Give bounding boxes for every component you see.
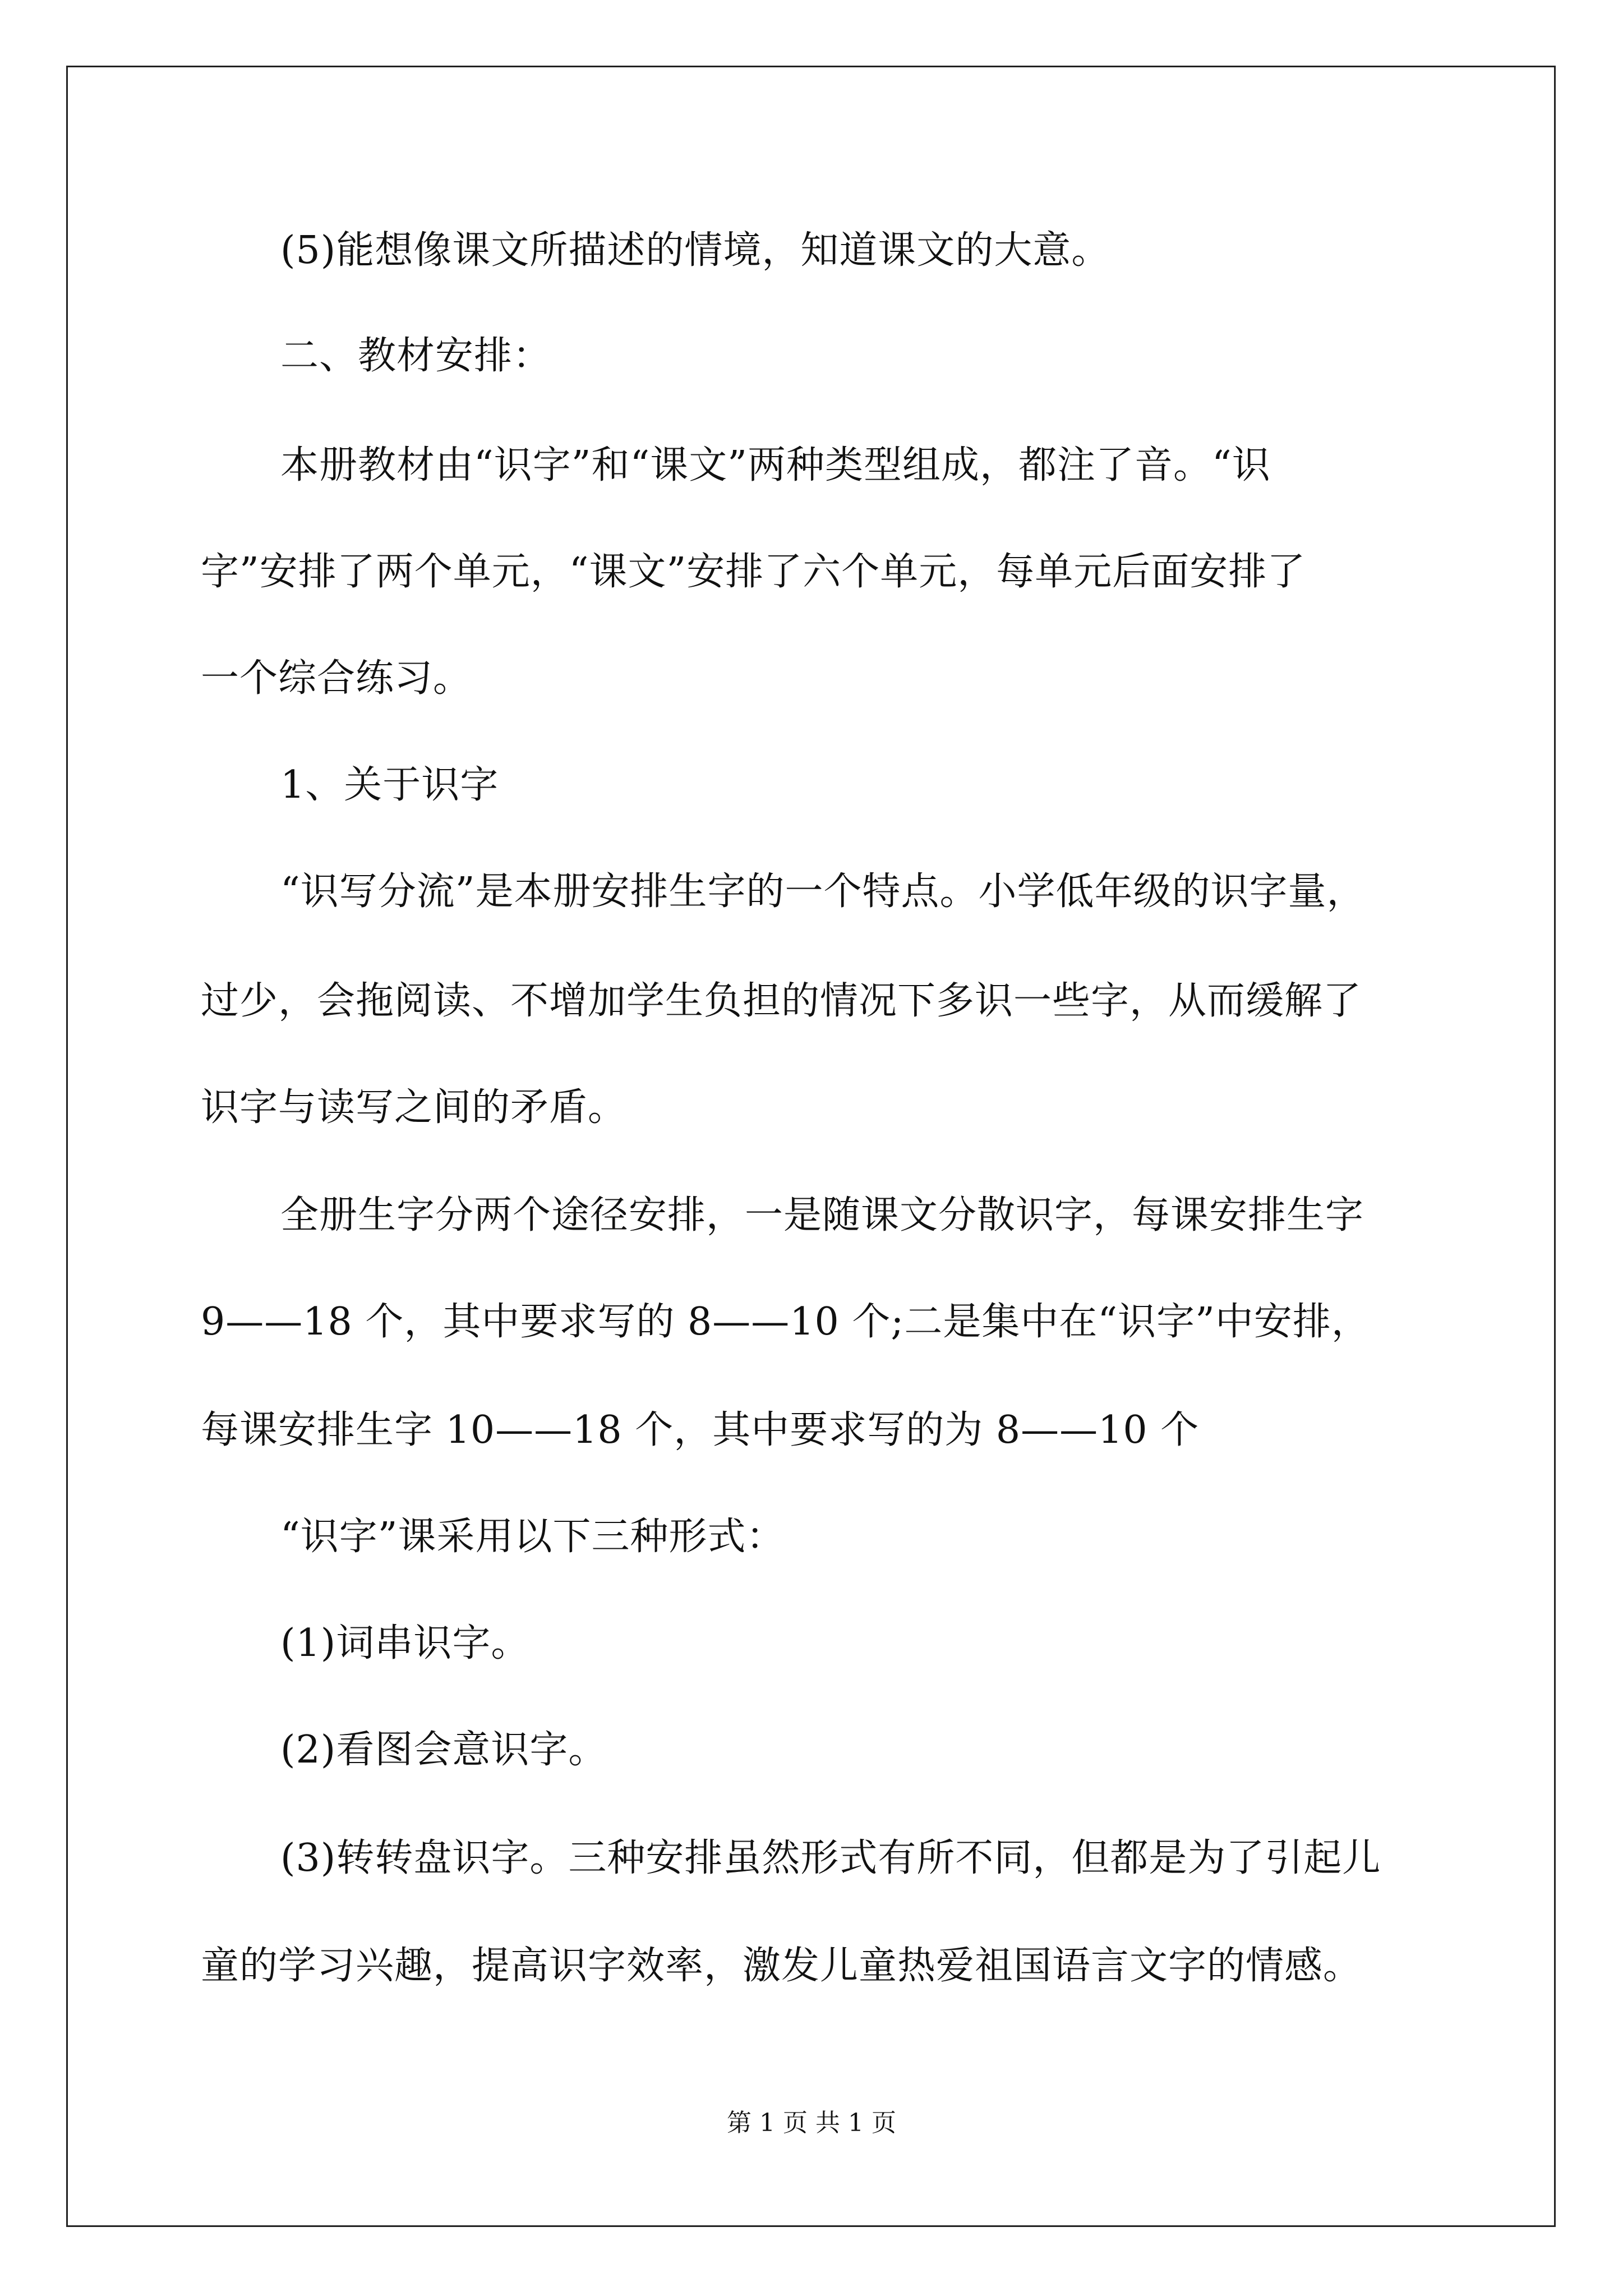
page-footer: 第 1 页 共 1 页 bbox=[727, 2109, 896, 2137]
page-border bbox=[66, 66, 1556, 2227]
section-heading: 二、教材安排： bbox=[280, 334, 552, 378]
paragraph-line: 本册教材由“识字”和“课文”两种类型组成，都注了音。“识 bbox=[280, 443, 1271, 487]
paragraph-line: 每课安排生字 10——18 个，其中要求写的为 8——10 个 bbox=[201, 1408, 1200, 1452]
paragraph-line: “识字”课采用以下三种形式： bbox=[280, 1515, 785, 1559]
paragraph-line: 字”安排了两个单元，“课文”安排了六个单元，每单元后面安排了 bbox=[201, 550, 1306, 594]
paragraph-line: 童的学习兴趣，提高识字效率，激发儿童热爱祖国语言文字的情感。 bbox=[201, 1944, 1362, 1988]
list-item: (1)词串识字。 bbox=[280, 1621, 530, 1665]
paragraph-line: 一个综合练习。 bbox=[201, 656, 472, 701]
list-item: (2)看图会意识字。 bbox=[280, 1728, 607, 1772]
paragraph-line: “识写分流”是本册安排生字的一个特点。小学低年级的识字量， bbox=[280, 869, 1366, 914]
paragraph-line: 识字与读写之间的矛盾。 bbox=[201, 1085, 627, 1130]
subsection-heading: 1、关于识字 bbox=[280, 763, 499, 807]
paragraph-line: 9——18 个，其中要求写的 8——10 个;二是集中在“识字”中安排， bbox=[201, 1300, 1370, 1344]
list-item: (3)转转盘识字。三种安排虽然形式有所不同，但都是为了引起儿 bbox=[280, 1836, 1381, 1880]
paragraph-line: (5)能想像课文所描述的情境，知道课文的大意。 bbox=[280, 228, 1110, 273]
paragraph-line: 全册生字分两个途径安排，一是随课文分散识字，每课安排生字 bbox=[280, 1193, 1364, 1237]
paragraph-line: 过少，会拖阅读、不增加学生负担的情况下多识一些字，从而缓解了 bbox=[201, 979, 1362, 1023]
